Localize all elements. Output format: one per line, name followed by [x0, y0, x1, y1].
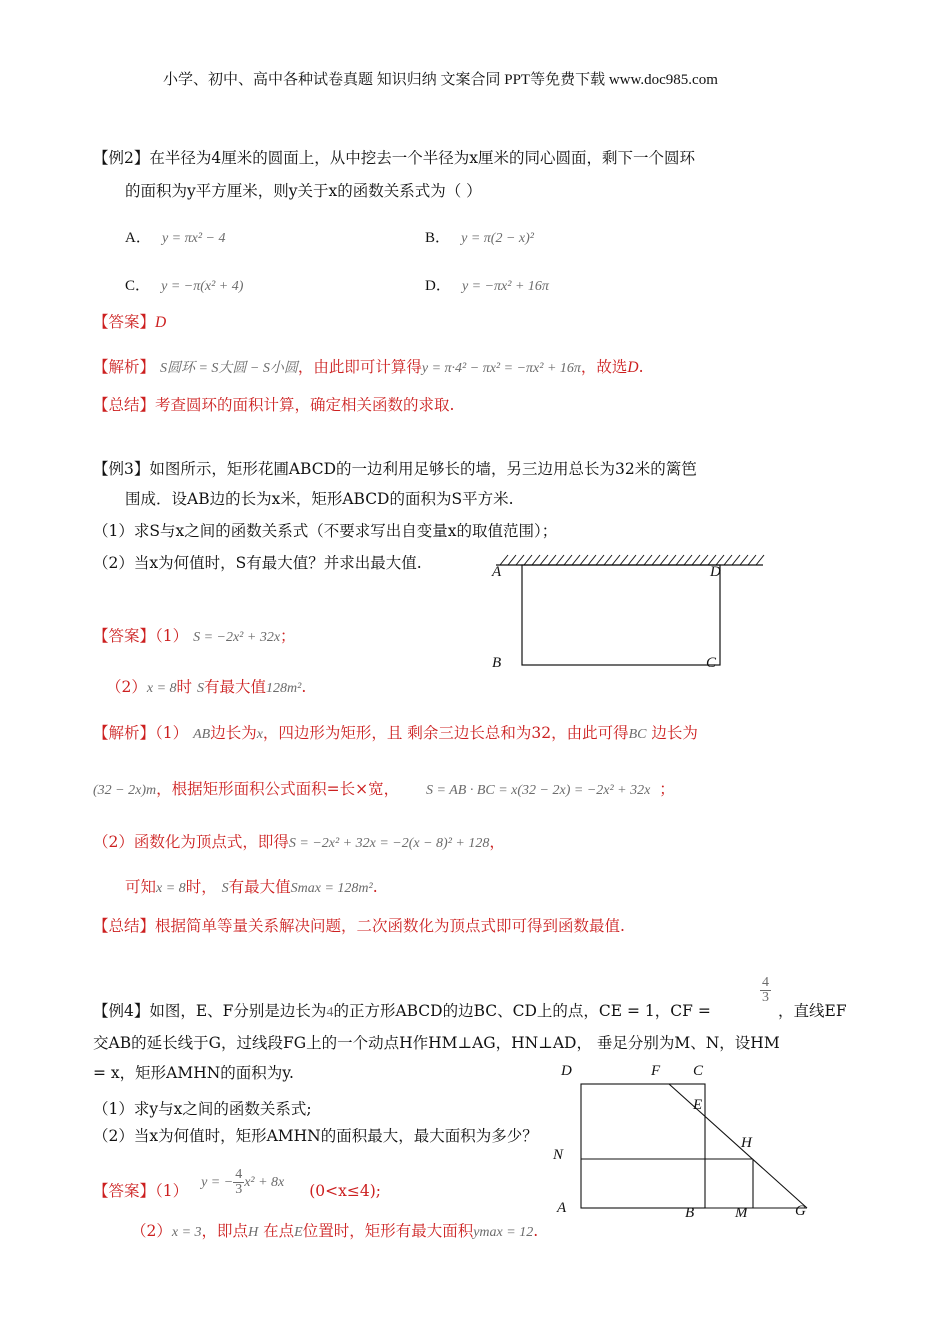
choice-label: D．: [425, 278, 451, 294]
garden-rectangle: [522, 565, 720, 665]
analysis-text: ，四边形为矩形，且 剩余三边长总和为32，由此可得: [262, 724, 629, 742]
ex2-analysis: [93, 356, 644, 380]
ex2-stem-line2: 的面积为y平方厘米，则y关于x的函数关系式为（ ）: [125, 182, 482, 200]
ex4-stem-line3: = x，矩形AMHN的面积为y.: [93, 1064, 294, 1082]
analysis-expr: x: [256, 727, 263, 742]
analysis-text: ；: [659, 780, 675, 798]
summary-tag: 【总结】: [93, 396, 156, 414]
ex4-stem-line1-end: ，直线EF: [778, 1002, 847, 1020]
answer-text: .: [533, 1222, 539, 1240]
choice-expr: y = −πx² + 16π: [461, 279, 549, 294]
cf-fraction: [760, 976, 771, 1005]
ex3-analysis-4: [125, 876, 378, 900]
point-label-a: A: [557, 1200, 567, 1216]
analysis-text: ，根据矩形面积公式面积=长×宽，: [156, 780, 400, 798]
point-label-d: D: [561, 1063, 572, 1079]
point-label-e: E: [693, 1097, 703, 1113]
point-label-n: N: [553, 1147, 564, 1163]
stem-text: 【例4】如图，E、F分别是边长为: [93, 1002, 327, 1020]
point-label-b: B: [685, 1205, 695, 1221]
answer-text: ，即点: [201, 1222, 249, 1240]
ex4-stem-line1: [93, 1000, 711, 1024]
point-label-f: F: [651, 1063, 661, 1079]
analysis-expr: BC: [628, 727, 647, 742]
fraction-numerator: 4: [235, 1167, 243, 1182]
answer-text: 在点: [263, 1222, 295, 1240]
analysis-text: （2）函数化为顶点式，即得: [93, 833, 289, 851]
answer-tag: 【答案】: [93, 1181, 156, 1200]
answer-expr: 128m²: [266, 681, 302, 696]
choice-expr: y = π(2 − x)²: [461, 231, 534, 246]
ex3-analysis-2: [93, 778, 675, 802]
answer-tag: 【答案】: [93, 627, 156, 645]
analysis-text: 边长为: [651, 724, 698, 742]
analysis-text: 有最大值: [228, 878, 291, 896]
ex4-answer-1: [93, 1167, 381, 1200]
stem-number: 4: [326, 1005, 334, 1020]
ex3-question-2: （2）当x为何值时，S有最大值？并求出最大值.: [93, 554, 422, 572]
point-label-b: B: [492, 655, 502, 671]
analysis-text: （1）: [155, 724, 189, 742]
analysis-text: ，: [489, 833, 505, 851]
analysis-text: 边长为: [210, 724, 257, 742]
ex4-question-2: （2）当x为何值时，矩形AMHN的面积最大，最大面积为多少？: [93, 1127, 538, 1145]
ex3-stem-line1: 【例3】如图所示，矩形花圃ABCD的一边利用足够长的墙，另三边用总长为32米的篱笆: [93, 460, 697, 478]
answer-expr: H: [248, 1225, 259, 1240]
answer-expr: E: [294, 1225, 303, 1240]
analysis-expr: Smax = 128m²: [290, 881, 373, 896]
answer-expr: ymax = 12: [473, 1225, 534, 1240]
summary-tag: 【总结】: [93, 917, 156, 935]
answer-expr: [201, 1167, 285, 1197]
ex2-choice-b: [425, 226, 534, 247]
ex4-figure: [545, 1055, 825, 1225]
ex3-analysis-1: [93, 722, 698, 746]
wall-hatching: [500, 555, 764, 565]
ex2-choice-c: [125, 274, 243, 295]
answer-prefix: （2）: [131, 1222, 172, 1240]
answer-value: D: [155, 314, 167, 331]
choice-expr: y = πx² − 4: [161, 231, 226, 246]
ex4-stem-line2: 交AB的延长线于G，过线段FG上的一个动点H作HM⊥AG，HN⊥AD， 垂足分别为M、N，设HM: [93, 1034, 780, 1052]
answer-expr: x = 3: [171, 1225, 202, 1240]
answer-text: .: [301, 678, 307, 696]
analysis-expr: AB: [193, 727, 211, 742]
point-label-g: G: [795, 1203, 806, 1219]
point-label-c: C: [706, 655, 717, 671]
analysis-expr: (32 − 2x)m: [93, 783, 157, 798]
analysis-tag: 【解析】: [93, 358, 156, 376]
summary-text: 考查圆环的面积计算，确定相关函数的求取.: [155, 396, 455, 414]
page-header: 小学、初中、高中各种试卷真题 知识归纳 文案合同 PPT等免费下载 www.doc985.com: [163, 72, 718, 88]
point-label-c: C: [693, 1063, 704, 1079]
analysis-choice: D: [627, 359, 639, 376]
summary-text: 根据简单等量关系解决问题，二次函数化为顶点式即可得到函数最值.: [155, 917, 625, 935]
answer-tag: 【答案】: [93, 313, 156, 331]
ex2-choice-d: [425, 274, 549, 295]
choice-label: A．: [125, 230, 151, 246]
analysis-text: .: [638, 358, 644, 376]
answer-domain: (0<x≤4);: [309, 1181, 381, 1200]
ex2-choice-a: [125, 226, 225, 247]
analysis-expr: S = −2x² + 32x = −2(x − 8)² + 128: [288, 836, 490, 851]
ex2-answer: [93, 311, 166, 334]
ex2-summary: [93, 394, 454, 416]
ex3-answer-1: [93, 625, 296, 649]
analysis-text: ，故选: [580, 358, 628, 376]
answer-text: 时: [176, 678, 193, 696]
stem-text: 的正方形ABCD的边BC、CD上的点，CE = 1，CF =: [333, 1002, 711, 1020]
analysis-expr: S = AB · BC = x(32 − 2x) = −2x² + 32x: [426, 783, 651, 798]
answer-expr: x = 8: [146, 681, 177, 696]
ex3-summary: [93, 915, 625, 937]
square-abcd: [581, 1084, 705, 1208]
answer-expr: S = −2x² + 32x: [193, 630, 281, 645]
analysis-expr: S圆环 = S大圆 − S小圆: [159, 361, 298, 376]
choice-label: C．: [125, 278, 151, 294]
point-label-m: M: [735, 1205, 748, 1221]
answer-text: ；: [280, 627, 296, 645]
ex3-stem-line2: 围成．设AB边的长为x米，矩形ABCD的面积为S平方米.: [125, 490, 514, 508]
answer-prefix: （1）: [155, 627, 189, 645]
choice-expr: y = −π(x² + 4): [161, 279, 244, 294]
analysis-text: 时，: [185, 878, 217, 896]
ex3-question-1: （1）求S与x之间的函数关系式（不要求写出自变量x的取值范围）；: [93, 522, 558, 540]
ex3-analysis-3: [93, 831, 505, 855]
fraction-numerator: 4: [762, 975, 769, 990]
ex4-answer-2: [131, 1220, 538, 1244]
analysis-text: 可知: [125, 878, 157, 896]
point-label-a: A: [492, 564, 502, 580]
answer-prefix: （2）: [106, 678, 147, 696]
ex3-answer-2: [106, 676, 306, 700]
analysis-expr: x = 8: [156, 881, 186, 896]
answer-expr: S: [197, 681, 204, 696]
point-label-h: H: [741, 1135, 752, 1151]
expr-rhs: x² + 8x: [244, 1174, 285, 1190]
answer-text: 有最大值: [204, 678, 267, 696]
line-fg: [669, 1084, 807, 1208]
analysis-expr: S: [221, 881, 229, 896]
choice-label: B．: [425, 230, 451, 246]
analysis-text: .: [372, 878, 378, 896]
expr-lhs: y = −: [201, 1174, 234, 1190]
point-label-d: D: [710, 564, 721, 580]
analysis-expr: y = π·4² − πx² = −πx² + 16π: [421, 361, 581, 376]
ex4-question-1: （1）求y与x之间的函数关系式;: [93, 1100, 312, 1118]
fraction-denominator: 3: [235, 1182, 243, 1197]
answer-prefix: （1）: [155, 1181, 189, 1200]
ex3-figure: [488, 550, 768, 675]
analysis-text: ，由此即可计算得: [297, 358, 422, 376]
fraction-denominator: 3: [762, 990, 769, 1005]
analysis-tag: 【解析】: [93, 724, 156, 742]
answer-text: 位置时，矩形有最大面积: [302, 1222, 474, 1240]
ex2-stem-line1: 【例2】在半径为4厘米的圆面上，从中挖去一个半径为x厘米的同心圆面，剩下一个圆环: [93, 149, 695, 167]
